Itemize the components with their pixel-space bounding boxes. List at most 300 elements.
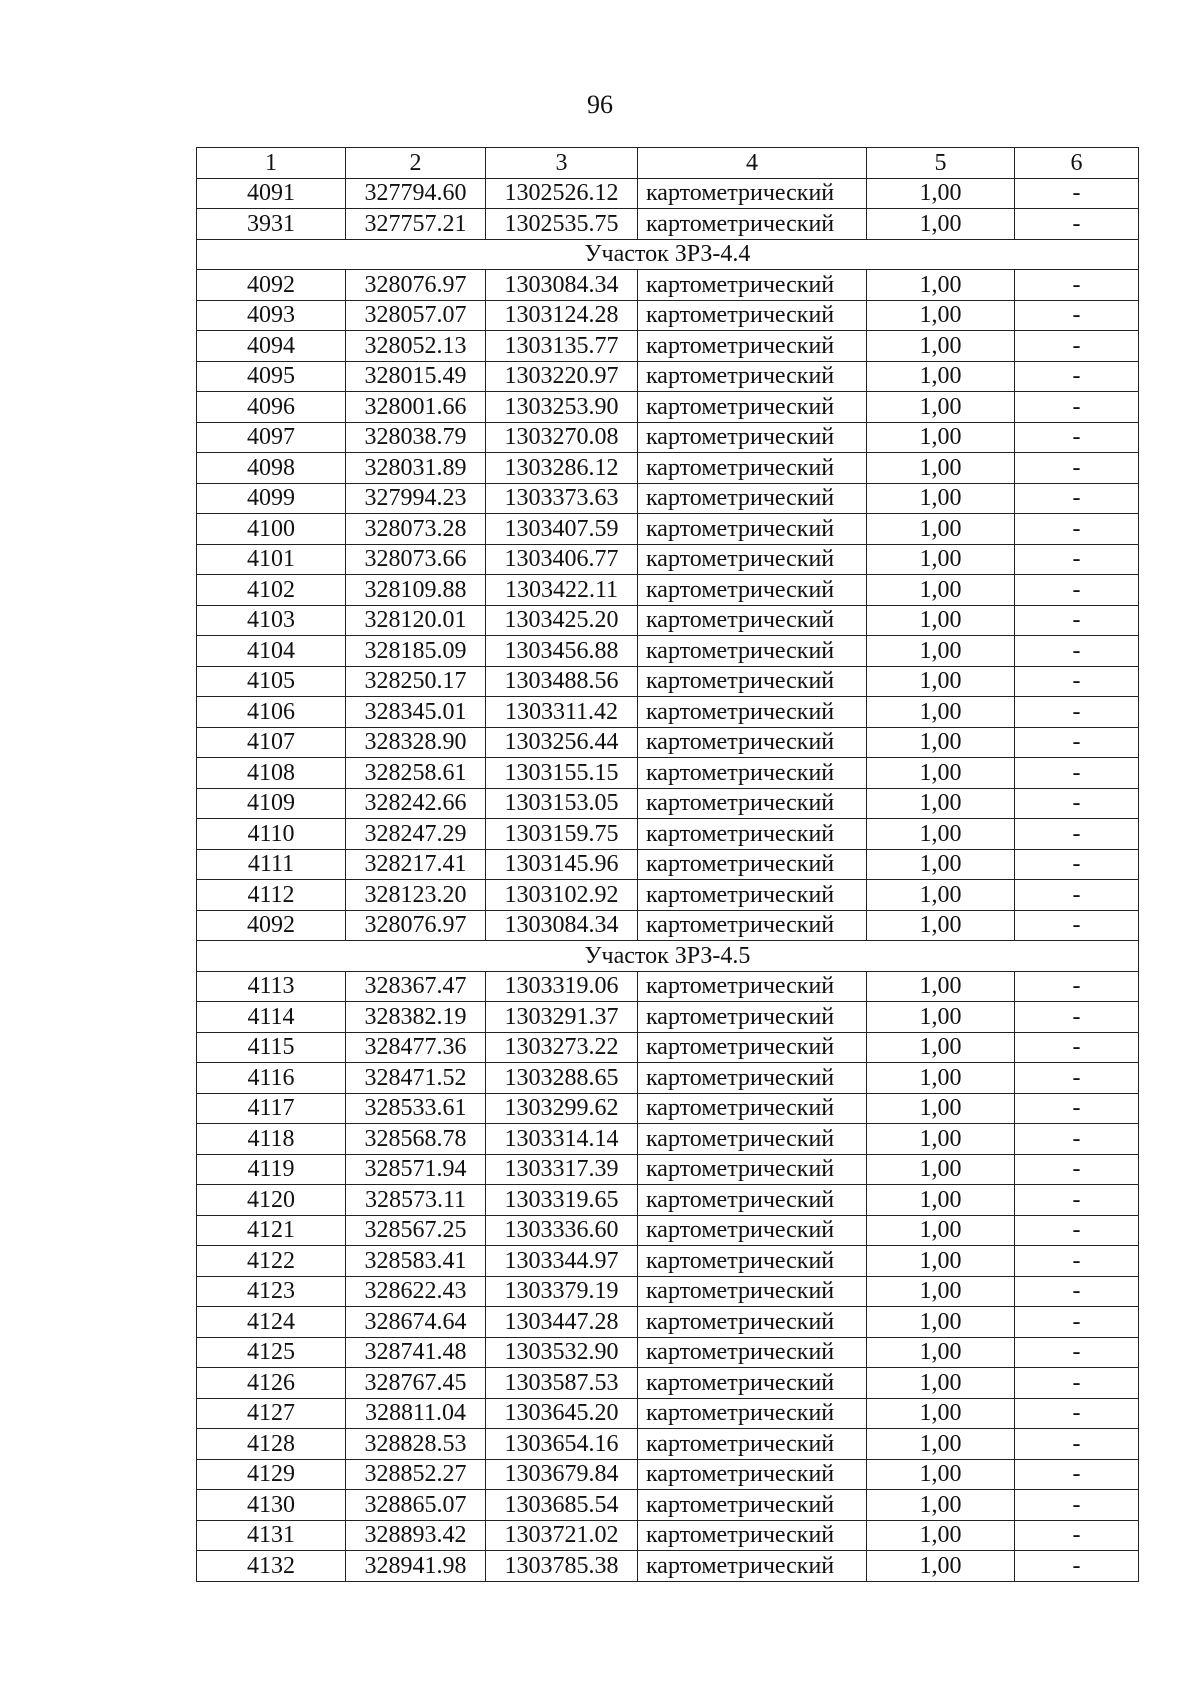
header-cell: 2 [346,148,486,179]
description-cell: - [1015,209,1139,240]
method-cell: картометрический [638,300,867,331]
description-cell: - [1015,1307,1139,1338]
description-cell: - [1015,483,1139,514]
method-cell: картометрический [638,1307,867,1338]
accuracy-cell: 1,00 [867,209,1015,240]
point-number-cell: 4092 [197,270,346,301]
x-coordinate-cell: 327794.60 [346,178,486,209]
x-coordinate-cell: 328123.20 [346,880,486,911]
y-coordinate-cell: 1303406.77 [486,544,638,575]
point-number-cell: 4129 [197,1459,346,1490]
table-row [197,1124,1139,1155]
x-coordinate-cell: 328941.98 [346,1551,486,1582]
x-coordinate-cell: 328741.48 [346,1337,486,1368]
table-row [197,1429,1139,1460]
method-cell: картометрический [638,788,867,819]
method-cell: картометрический [638,605,867,636]
description-cell: - [1015,1185,1139,1216]
y-coordinate-cell: 1303685.54 [486,1490,638,1521]
point-number-cell: 4111 [197,849,346,880]
table-row [197,1368,1139,1399]
table-row [197,392,1139,423]
y-coordinate-cell: 1303344.97 [486,1246,638,1277]
table-row [197,1551,1139,1582]
accuracy-cell: 1,00 [867,1276,1015,1307]
accuracy-cell: 1,00 [867,971,1015,1002]
method-cell: картометрический [638,483,867,514]
method-cell: картометрический [638,1185,867,1216]
accuracy-cell: 1,00 [867,270,1015,301]
point-number-cell: 4132 [197,1551,346,1582]
accuracy-cell: 1,00 [867,1124,1015,1155]
method-cell: картометрический [638,1368,867,1399]
description-cell: - [1015,1063,1139,1094]
table-header-row [197,148,1139,179]
description-cell: - [1015,1093,1139,1124]
accuracy-cell: 1,00 [867,758,1015,789]
method-cell: картометрический [638,1459,867,1490]
point-number-cell: 4108 [197,758,346,789]
x-coordinate-cell: 328767.45 [346,1368,486,1399]
method-cell: картометрический [638,331,867,362]
y-coordinate-cell: 1303654.16 [486,1429,638,1460]
y-coordinate-cell: 1303145.96 [486,849,638,880]
y-coordinate-cell: 1303253.90 [486,392,638,423]
x-coordinate-cell: 328247.29 [346,819,486,850]
x-coordinate-cell: 328811.04 [346,1398,486,1429]
description-cell: - [1015,788,1139,819]
accuracy-cell: 1,00 [867,1246,1015,1277]
table-row [197,1063,1139,1094]
accuracy-cell: 1,00 [867,849,1015,880]
header-cell: 5 [867,148,1015,179]
y-coordinate-cell: 1303084.34 [486,910,638,941]
description-cell: - [1015,270,1139,301]
point-number-cell: 4127 [197,1398,346,1429]
table-row [197,971,1139,1002]
table-row [197,1337,1139,1368]
description-cell: - [1015,819,1139,850]
description-cell: - [1015,178,1139,209]
x-coordinate-cell: 328001.66 [346,392,486,423]
y-coordinate-cell: 1303785.38 [486,1551,638,1582]
y-coordinate-cell: 1303379.19 [486,1276,638,1307]
description-cell: - [1015,1246,1139,1277]
accuracy-cell: 1,00 [867,1429,1015,1460]
x-coordinate-cell: 328674.64 [346,1307,486,1338]
accuracy-cell: 1,00 [867,1520,1015,1551]
accuracy-cell: 1,00 [867,697,1015,728]
method-cell: картометрический [638,178,867,209]
method-cell: картометрический [638,1124,867,1155]
x-coordinate-cell: 328865.07 [346,1490,486,1521]
description-cell: - [1015,1032,1139,1063]
table-row [197,605,1139,636]
accuracy-cell: 1,00 [867,666,1015,697]
method-cell: картометрический [638,453,867,484]
accuracy-cell: 1,00 [867,1002,1015,1033]
method-cell: картометрический [638,1490,867,1521]
y-coordinate-cell: 1303407.59 [486,514,638,545]
x-coordinate-cell: 328258.61 [346,758,486,789]
description-cell: - [1015,331,1139,362]
y-coordinate-cell: 1303084.34 [486,270,638,301]
x-coordinate-cell: 328382.19 [346,1002,486,1033]
point-number-cell: 4130 [197,1490,346,1521]
accuracy-cell: 1,00 [867,575,1015,606]
y-coordinate-cell: 1303291.37 [486,1002,638,1033]
y-coordinate-cell: 1303319.06 [486,971,638,1002]
method-cell: картометрический [638,1246,867,1277]
x-coordinate-cell: 328471.52 [346,1063,486,1094]
point-number-cell: 4096 [197,392,346,423]
description-cell: - [1015,605,1139,636]
y-coordinate-cell: 1303319.65 [486,1185,638,1216]
y-coordinate-cell: 1303124.28 [486,300,638,331]
point-number-cell: 4113 [197,971,346,1002]
y-coordinate-cell: 1303721.02 [486,1520,638,1551]
method-cell: картометрический [638,1093,867,1124]
method-cell: картометрический [638,209,867,240]
x-coordinate-cell: 328367.47 [346,971,486,1002]
method-cell: картометрический [638,361,867,392]
method-cell: картометрический [638,910,867,941]
accuracy-cell: 1,00 [867,1154,1015,1185]
accuracy-cell: 1,00 [867,361,1015,392]
method-cell: картометрический [638,971,867,1002]
table-row [197,1185,1139,1216]
point-number-cell: 4110 [197,819,346,850]
table-row [197,819,1139,850]
description-cell: - [1015,575,1139,606]
description-cell: - [1015,1337,1139,1368]
point-number-cell: 4102 [197,575,346,606]
description-cell: - [1015,514,1139,545]
point-number-cell: 4126 [197,1368,346,1399]
method-cell: картометрический [638,422,867,453]
x-coordinate-cell: 328893.42 [346,1520,486,1551]
table-row [197,1490,1139,1521]
x-coordinate-cell: 327757.21 [346,209,486,240]
method-cell: картометрический [638,544,867,575]
x-coordinate-cell: 328073.28 [346,514,486,545]
y-coordinate-cell: 1303311.42 [486,697,638,728]
description-cell: - [1015,666,1139,697]
point-number-cell: 4098 [197,453,346,484]
point-number-cell: 4121 [197,1215,346,1246]
y-coordinate-cell: 1303135.77 [486,331,638,362]
description-cell: - [1015,1215,1139,1246]
point-number-cell: 4119 [197,1154,346,1185]
y-coordinate-cell: 1302526.12 [486,178,638,209]
description-cell: - [1015,971,1139,1002]
table-row [197,270,1139,301]
point-number-cell: 3931 [197,209,346,240]
method-cell: картометрический [638,697,867,728]
accuracy-cell: 1,00 [867,1368,1015,1399]
y-coordinate-cell: 1302535.75 [486,209,638,240]
accuracy-cell: 1,00 [867,788,1015,819]
point-number-cell: 4105 [197,666,346,697]
method-cell: картометрический [638,727,867,758]
method-cell: картометрический [638,636,867,667]
y-coordinate-cell: 1303102.92 [486,880,638,911]
accuracy-cell: 1,00 [867,605,1015,636]
accuracy-cell: 1,00 [867,1032,1015,1063]
description-cell: - [1015,1429,1139,1460]
accuracy-cell: 1,00 [867,1215,1015,1246]
description-cell: - [1015,697,1139,728]
description-cell: - [1015,727,1139,758]
description-cell: - [1015,1490,1139,1521]
x-coordinate-cell: 328185.09 [346,636,486,667]
point-number-cell: 4109 [197,788,346,819]
x-coordinate-cell: 328568.78 [346,1124,486,1155]
x-coordinate-cell: 328038.79 [346,422,486,453]
table-row [197,1398,1139,1429]
x-coordinate-cell: 328052.13 [346,331,486,362]
header-cell: 3 [486,148,638,179]
description-cell: - [1015,849,1139,880]
y-coordinate-cell: 1303587.53 [486,1368,638,1399]
description-cell: - [1015,361,1139,392]
y-coordinate-cell: 1303256.44 [486,727,638,758]
x-coordinate-cell: 328031.89 [346,453,486,484]
description-cell: - [1015,1520,1139,1551]
y-coordinate-cell: 1303679.84 [486,1459,638,1490]
x-coordinate-cell: 328076.97 [346,910,486,941]
accuracy-cell: 1,00 [867,300,1015,331]
point-number-cell: 4131 [197,1520,346,1551]
description-cell: - [1015,1154,1139,1185]
y-coordinate-cell: 1303447.28 [486,1307,638,1338]
table-row [197,1276,1139,1307]
accuracy-cell: 1,00 [867,331,1015,362]
table-row [197,178,1139,209]
table-row [197,514,1139,545]
x-coordinate-cell: 328057.07 [346,300,486,331]
point-number-cell: 4112 [197,880,346,911]
x-coordinate-cell: 328109.88 [346,575,486,606]
point-number-cell: 4128 [197,1429,346,1460]
table-row [197,1215,1139,1246]
section-title: Участок ЗРЗ-4.5 [197,941,1139,972]
y-coordinate-cell: 1303456.88 [486,636,638,667]
description-cell: - [1015,1124,1139,1155]
point-number-cell: 4103 [197,605,346,636]
description-cell: - [1015,300,1139,331]
accuracy-cell: 1,00 [867,819,1015,850]
coordinates-table [196,147,1139,1582]
table-row [197,1093,1139,1124]
x-coordinate-cell: 328076.97 [346,270,486,301]
table-row [197,361,1139,392]
description-cell: - [1015,1459,1139,1490]
description-cell: - [1015,392,1139,423]
table-row [197,727,1139,758]
point-number-cell: 4101 [197,544,346,575]
accuracy-cell: 1,00 [867,636,1015,667]
method-cell: картометрический [638,1215,867,1246]
point-number-cell: 4124 [197,1307,346,1338]
y-coordinate-cell: 1303422.11 [486,575,638,606]
point-number-cell: 4093 [197,300,346,331]
method-cell: картометрический [638,1063,867,1094]
x-coordinate-cell: 328477.36 [346,1032,486,1063]
y-coordinate-cell: 1303425.20 [486,605,638,636]
y-coordinate-cell: 1303336.60 [486,1215,638,1246]
table-row [197,300,1139,331]
method-cell: картометрический [638,1398,867,1429]
table-row [197,1246,1139,1277]
method-cell: картометрический [638,1002,867,1033]
accuracy-cell: 1,00 [867,1459,1015,1490]
x-coordinate-cell: 327994.23 [346,483,486,514]
accuracy-cell: 1,00 [867,1337,1015,1368]
x-coordinate-cell: 328242.66 [346,788,486,819]
table-row [197,1459,1139,1490]
point-number-cell: 4100 [197,514,346,545]
method-cell: картометрический [638,575,867,606]
description-cell: - [1015,1368,1139,1399]
section-row [197,239,1139,270]
y-coordinate-cell: 1303220.97 [486,361,638,392]
point-number-cell: 4125 [197,1337,346,1368]
accuracy-cell: 1,00 [867,483,1015,514]
accuracy-cell: 1,00 [867,1093,1015,1124]
description-cell: - [1015,1398,1139,1429]
table-row [197,666,1139,697]
x-coordinate-cell: 328852.27 [346,1459,486,1490]
point-number-cell: 4122 [197,1246,346,1277]
accuracy-cell: 1,00 [867,1307,1015,1338]
point-number-cell: 4123 [197,1276,346,1307]
method-cell: картометрический [638,1429,867,1460]
table-row [197,1520,1139,1551]
accuracy-cell: 1,00 [867,1490,1015,1521]
point-number-cell: 4120 [197,1185,346,1216]
header-cell: 4 [638,148,867,179]
section-title: Участок ЗРЗ-4.4 [197,239,1139,270]
y-coordinate-cell: 1303488.56 [486,666,638,697]
accuracy-cell: 1,00 [867,178,1015,209]
table-row [197,575,1139,606]
accuracy-cell: 1,00 [867,1063,1015,1094]
section-row [197,941,1139,972]
x-coordinate-cell: 328015.49 [346,361,486,392]
point-number-cell: 4116 [197,1063,346,1094]
description-cell: - [1015,758,1139,789]
accuracy-cell: 1,00 [867,1398,1015,1429]
method-cell: картометрический [638,758,867,789]
accuracy-cell: 1,00 [867,392,1015,423]
x-coordinate-cell: 328217.41 [346,849,486,880]
point-number-cell: 4115 [197,1032,346,1063]
y-coordinate-cell: 1303153.05 [486,788,638,819]
description-cell: - [1015,880,1139,911]
accuracy-cell: 1,00 [867,1185,1015,1216]
page-number: 96 [587,90,613,119]
x-coordinate-cell: 328073.66 [346,544,486,575]
table-row [197,422,1139,453]
table-row [197,483,1139,514]
description-cell: - [1015,1551,1139,1582]
point-number-cell: 4114 [197,1002,346,1033]
method-cell: картометрический [638,1520,867,1551]
table-row [197,758,1139,789]
y-coordinate-cell: 1303270.08 [486,422,638,453]
table-row [197,880,1139,911]
y-coordinate-cell: 1303273.22 [486,1032,638,1063]
y-coordinate-cell: 1303159.75 [486,819,638,850]
method-cell: картометрический [638,880,867,911]
table-row [197,636,1139,667]
y-coordinate-cell: 1303314.14 [486,1124,638,1155]
x-coordinate-cell: 328583.41 [346,1246,486,1277]
y-coordinate-cell: 1303532.90 [486,1337,638,1368]
point-number-cell: 4097 [197,422,346,453]
description-cell: - [1015,422,1139,453]
x-coordinate-cell: 328120.01 [346,605,486,636]
description-cell: - [1015,453,1139,484]
accuracy-cell: 1,00 [867,910,1015,941]
point-number-cell: 4104 [197,636,346,667]
accuracy-cell: 1,00 [867,880,1015,911]
method-cell: картометрический [638,666,867,697]
y-coordinate-cell: 1303288.65 [486,1063,638,1094]
description-cell: - [1015,910,1139,941]
point-number-cell: 4095 [197,361,346,392]
y-coordinate-cell: 1303286.12 [486,453,638,484]
x-coordinate-cell: 328345.01 [346,697,486,728]
y-coordinate-cell: 1303299.62 [486,1093,638,1124]
method-cell: картометрический [638,819,867,850]
method-cell: картометрический [638,1154,867,1185]
description-cell: - [1015,544,1139,575]
table-body [197,148,1139,1582]
y-coordinate-cell: 1303317.39 [486,1154,638,1185]
y-coordinate-cell: 1303645.20 [486,1398,638,1429]
x-coordinate-cell: 328328.90 [346,727,486,758]
table-row [197,1002,1139,1033]
x-coordinate-cell: 328622.43 [346,1276,486,1307]
y-coordinate-cell: 1303155.15 [486,758,638,789]
table-row [197,788,1139,819]
table-row [197,849,1139,880]
x-coordinate-cell: 328573.11 [346,1185,486,1216]
accuracy-cell: 1,00 [867,727,1015,758]
description-cell: - [1015,1276,1139,1307]
y-coordinate-cell: 1303373.63 [486,483,638,514]
x-coordinate-cell: 328828.53 [346,1429,486,1460]
point-number-cell: 4117 [197,1093,346,1124]
x-coordinate-cell: 328571.94 [346,1154,486,1185]
method-cell: картометрический [638,1337,867,1368]
point-number-cell: 4118 [197,1124,346,1155]
accuracy-cell: 1,00 [867,453,1015,484]
point-number-cell: 4107 [197,727,346,758]
method-cell: картометрический [638,1276,867,1307]
accuracy-cell: 1,00 [867,544,1015,575]
header-cell: 6 [1015,148,1139,179]
point-number-cell: 4092 [197,910,346,941]
table-row [197,544,1139,575]
x-coordinate-cell: 328533.61 [346,1093,486,1124]
point-number-cell: 4099 [197,483,346,514]
accuracy-cell: 1,00 [867,1551,1015,1582]
header-cell: 1 [197,148,346,179]
accuracy-cell: 1,00 [867,514,1015,545]
